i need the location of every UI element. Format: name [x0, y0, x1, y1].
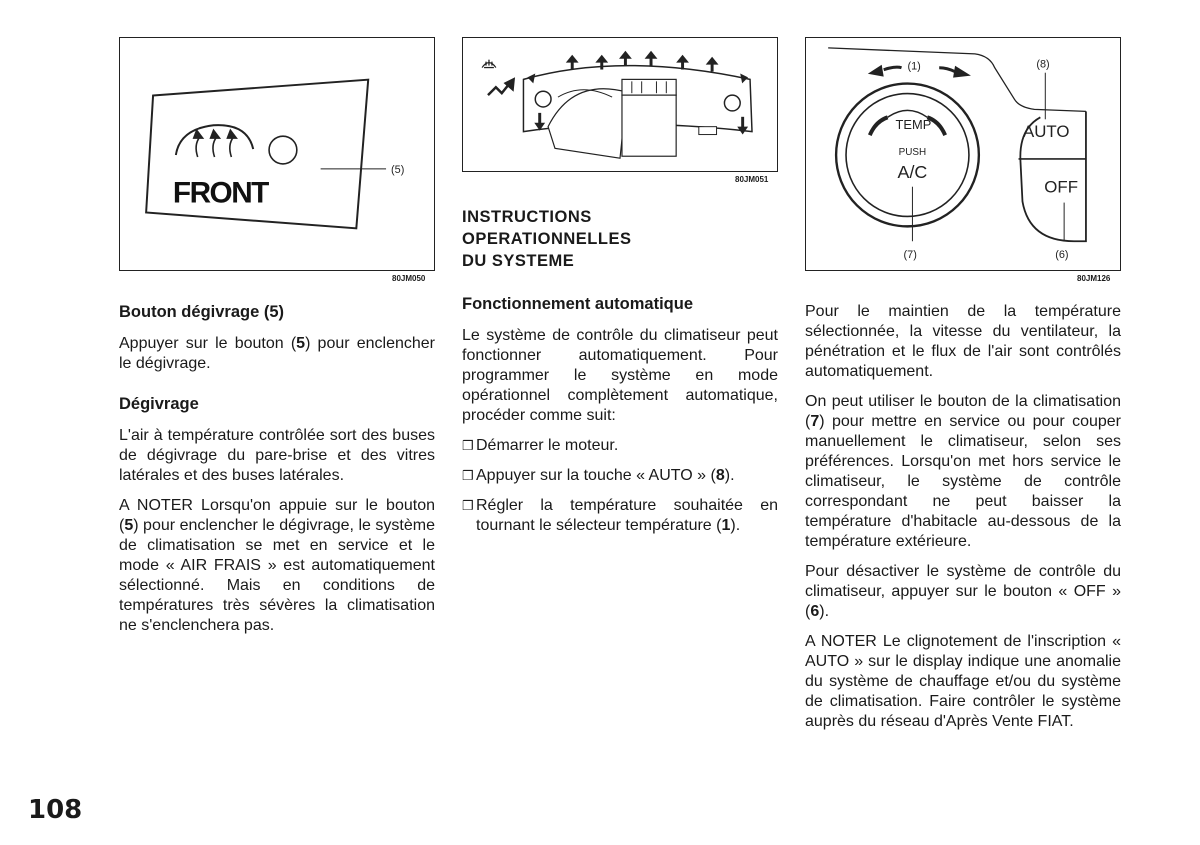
- push-label: PUSH: [898, 146, 927, 158]
- heading-defrost: Dégivrage: [119, 395, 199, 413]
- column-2: [462, 206, 778, 546]
- paragraph-note: A NOTER Lorsqu'on appuie sur le bouton (5) pour enclencher le dégivrage, le système de climatisation se met en service et le mode « AIR FRAIS » est automatiquement sélectionné. Mais en conditions de températures très sévères la climatisation ne s'enclenchera pas.: [119, 497, 435, 634]
- dashboard-illustration: [463, 38, 777, 171]
- defrost-mode-icon: [482, 60, 496, 68]
- column-1: [119, 302, 435, 646]
- paragraph: Appuyer sur le bouton (5) pour enclencher le dégivrage.: [119, 335, 435, 372]
- callout-8: (8): [1036, 58, 1050, 71]
- front-label: FRONT: [172, 176, 268, 210]
- checkbox-icon: ❒: [462, 468, 474, 483]
- defrost-button-illustration: [120, 38, 434, 270]
- paragraph: Pour désactiver le système de contrôle du climatiseur, appuyer sur le bouton « OFF » (6).: [805, 563, 1121, 620]
- auto-label: AUTO: [1023, 122, 1070, 142]
- checkbox-icon: ❒: [462, 498, 474, 513]
- list-item: ❒ Démarrer le moteur.: [462, 437, 619, 454]
- heading-defrost-button: Bouton dégivrage (5): [119, 303, 285, 321]
- vent-mode-icon: [488, 79, 514, 95]
- checkbox-icon: ❒: [462, 438, 474, 453]
- paragraph: L'air à température contrôlée sort des buses de dégivrage du pare-brise et des vitres latérales et des buses latérales.: [119, 427, 435, 484]
- callout-1: (1): [907, 60, 921, 73]
- control-panel-illustration: [806, 38, 1120, 270]
- figure-code: 80JM050: [392, 274, 426, 283]
- callout-6: (6): [1055, 249, 1069, 262]
- callout-5: (5): [391, 163, 405, 176]
- off-label: OFF: [1044, 177, 1078, 197]
- page-number: 108: [28, 795, 83, 825]
- column-3: [805, 302, 1121, 742]
- list-item: ❒ Régler la température souhaitée en tournant le sélecteur température (1).: [462, 497, 778, 534]
- paragraph: On peut utiliser le bouton de la climatisation (7) pour mettre en service ou pour couper manuellement le climatiseur, selon ses préférences. Lorsqu'on met hors service le climatiseur, le système de contrôle correspondant ne peut baisser la température d'habitacle au-dessous de la température extérieure.: [805, 393, 1121, 550]
- figure-control-panel: [805, 37, 1121, 271]
- indicator-light: [269, 136, 297, 164]
- figure-code: 80JM051: [735, 175, 769, 184]
- paragraph: Pour le maintien de la température sélectionnée, la vitesse du ventilateur, la pénétration et le flux de l'air sont contrôlés automatiquement.: [805, 303, 1121, 380]
- figure-dashboard-vents: [462, 37, 778, 172]
- callout-7: (7): [903, 249, 917, 262]
- figure-defrost-button: [119, 37, 435, 271]
- figure-code: 80JM126: [1077, 274, 1111, 283]
- list-item: ❒ Appuyer sur la touche « AUTO » (8).: [462, 467, 735, 484]
- heading-automatic-operation: Fonctionnement automatique: [462, 295, 693, 313]
- temp-label: TEMP: [895, 117, 932, 133]
- paragraph-note: A NOTER Le clignotement de l'inscription « AUTO » sur le display indique une anomalie du système de chauffage et/ou du système de climatisation. Faire contrôler le système auprès du réseau d'Après Vente FIAT.: [805, 633, 1121, 730]
- ac-label: A/C: [897, 161, 928, 182]
- section-title: INSTRUCTIONS OPERATIONNELLES DU SYSTEME: [462, 208, 632, 270]
- paragraph: Le système de contrôle du climatiseur peut fonctionner automatiquement. Pour programmer le système en mode opérationnel complètement automatique, procéder comme suit:: [462, 327, 778, 424]
